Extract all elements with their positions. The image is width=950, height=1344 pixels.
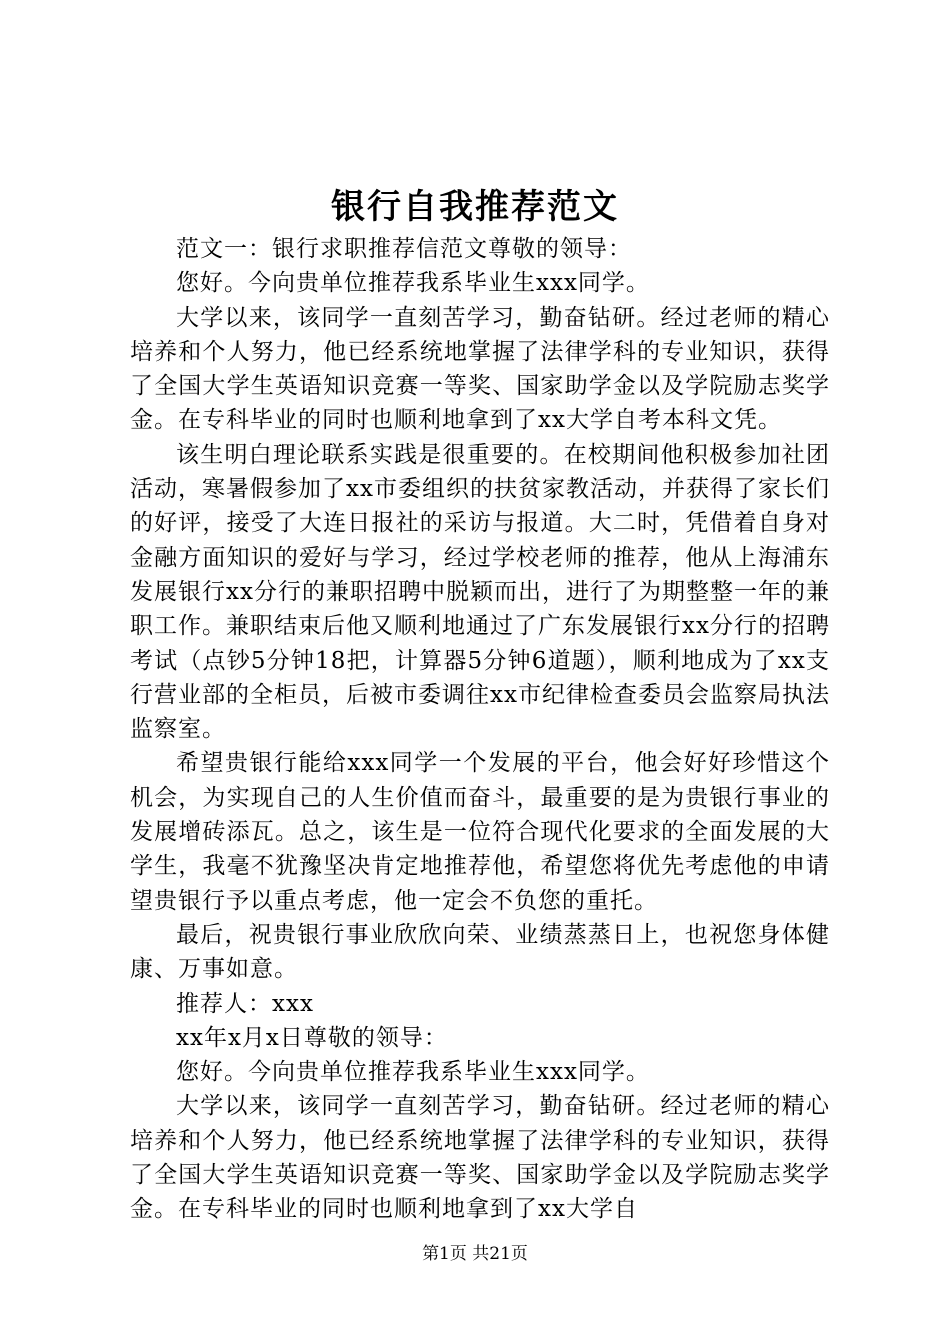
document-title: 银行自我推荐范文: [331, 187, 619, 227]
paragraph-study-2: 大学以来，该同学一直刻苦学习，勤奋钻研。经过老师的精心培养和个人努力，他已经系统地掌握了法律学科的专业知识，获得了全国大学生英语知识竞赛一等奖、国家助学金以及学院励志奖学金。在专科毕业的同时也顺利地拿到了xx大学自: [130, 1093, 830, 1223]
document-body: [130, 232, 830, 1227]
paragraph-study: 大学以来，该同学一直刻苦学习，勤奋钻研。经过老师的精心培养和个人努力，他已经系统地掌握了法律学科的专业知识，获得了全国大学生英语知识竞赛一等奖、国家助学金以及学院励志奖学金。在专科毕业的同时也顺利地拿到了xx大学自考本科文凭。: [130, 304, 830, 434]
paragraph-date-greeting: xx年x月x日尊敬的领导：: [176, 1024, 448, 1051]
paragraph-closing: 最后，祝贵银行事业欣欣向荣、业绩蒸蒸日上，也祝您身体健康、万事如意。: [130, 921, 830, 983]
paragraph-hope: 希望贵银行能给xxx同学一个发展的平台，他会好好珍惜这个机会，为实现自己的人生价值而奋斗，最重要的是为贵银行事业的发展增砖添瓦。总之，该生是一位符合现代化要求的全面发展的大学生，我毫不犹豫坚决肯定地推荐他，希望您将优先考虑他的申请望贵银行予以重点考虑，他一定会不负您的重托。: [130, 750, 830, 914]
paragraph-recommender: 推荐人：xxx: [176, 990, 314, 1017]
paragraph-greeting: 范文一：银行求职推荐信范文尊敬的领导：: [176, 236, 632, 262]
paragraph-intro-2: 您好。今向贵单位推荐我系毕业生xxx同学。: [176, 1059, 650, 1086]
page-footer: 第1页 共21页: [422, 1244, 528, 1264]
paragraph-intro: 您好。今向贵单位推荐我系毕业生xxx同学。: [176, 270, 650, 297]
paragraph-practice: 该生明白理论联系实践是很重要的。在校期间他积极参加社团活动，寒暑假参加了xx市委组织的扶贫家教活动，并获得了家长们的好评，接受了大连日报社的采访与报道。大二时，凭借着自身对金融方面知识的爱好与学习，经过学校老师的推荐，他从上海浦东发展银行xx分行的兼职招聘中脱颖而出，进行了为期整整一年的兼职工作。兼职结束后他又顺利地通过了广东发展银行xx分行的招聘考试（点钞5分钟18把，计算器5分钟6道题），顺利地成为了xx支行营业部的全柜员，后被市委调往xx市纪律检查委员会监察局执法监察室。: [130, 441, 830, 743]
